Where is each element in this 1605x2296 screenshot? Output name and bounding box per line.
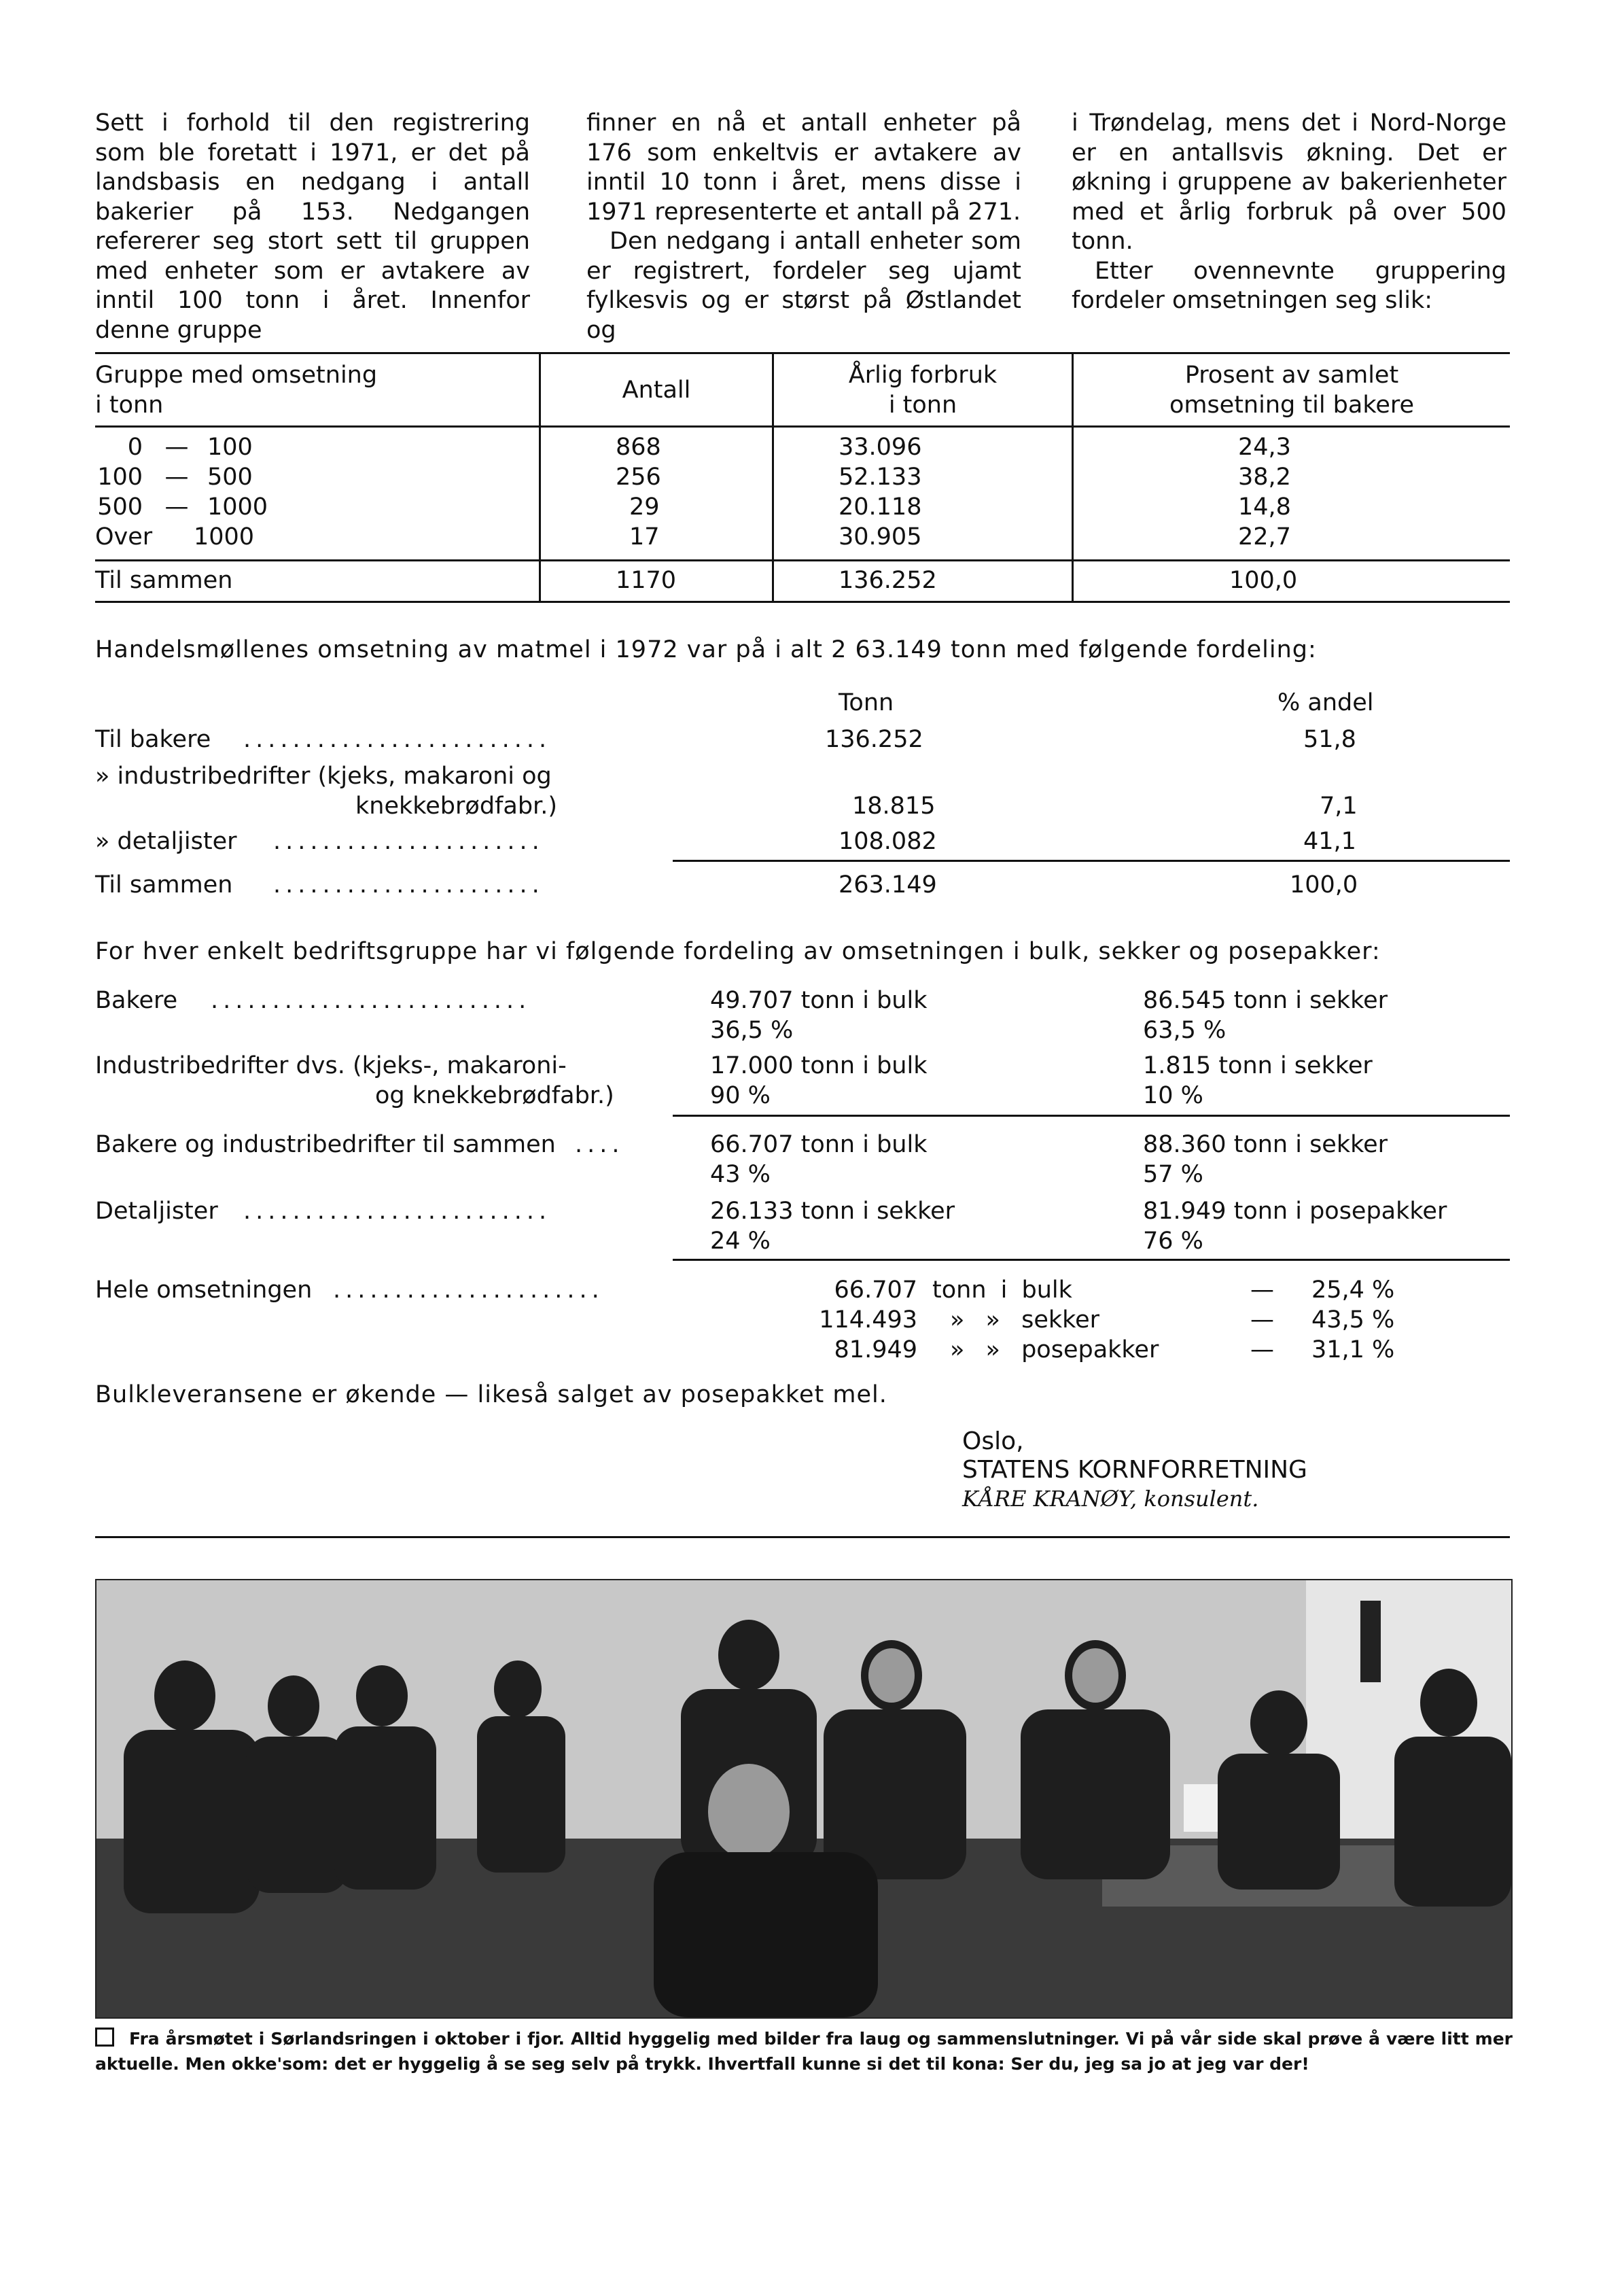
leader-dots: ...................... (333, 1276, 604, 1304)
checkbox-square-icon (95, 2028, 114, 2047)
intro-column-1 (95, 109, 530, 345)
intro-col3-text-b: Etter ovennevnte gruppering fordeler omsetningen seg slik: (1072, 257, 1506, 314)
total-antall: 1170 (616, 567, 677, 594)
table1-bottom-rule (95, 601, 1510, 603)
intro-col2-text-b: Den nedgang i antall enheter som er registrert, fordeler seg ujamt fylkesvis og er størst på Østlandet og (586, 228, 1021, 344)
section3-sekker-value: 1.815 tonn i sekker (1143, 1052, 1373, 1079)
table1-header-prosent-line1: Prosent av samlet (1184, 362, 1399, 389)
leader-dots: ......................... (243, 726, 552, 753)
row-antall: 17 (629, 523, 660, 551)
section3-row-label-line2: og knekkebrødfabr.) (375, 1082, 614, 1109)
row-range-to: 100 (207, 434, 253, 461)
section3-row-label: Bakere (95, 987, 178, 1014)
section2-total-andel: 100,0 (1290, 871, 1358, 899)
section3-bulk-pct: 24 % (710, 1228, 771, 1255)
intro-column-2 (586, 109, 1021, 345)
row-forbruk: 33.096 (839, 434, 922, 461)
intro-col1-text: Sett i forhold til den registrering som ble foretatt i 1971, er det på landsbasis en nedgang i antall bakerier på 153. Nedgangen refererer seg stort sett til gruppen med enheter som er avtakere av inntil 100 tonn i året. Innenfor denne gruppe (95, 109, 530, 344)
leader-dots: ...................... (273, 871, 544, 899)
section3-row-label: Industribedrifter dvs. (kjeks-, makaroni- (95, 1052, 567, 1079)
table1-header-forbruk-line2: i tonn (888, 392, 957, 419)
section3-closing: Bulkleveransene er økende — likeså salget av posepakket mel. (95, 1381, 887, 1408)
section2-row-label: Til bakere (95, 726, 211, 753)
row-prosent: 22,7 (1238, 523, 1291, 551)
section3-sekker-value: 86.545 tonn i sekker (1143, 987, 1388, 1014)
table1-header-antall: Antall (622, 377, 691, 404)
table-row (0, 462, 1605, 492)
intro-column-3 (1072, 109, 1506, 316)
whole-unit: tonn i bulk (932, 1276, 1072, 1304)
row-forbruk: 20.118 (839, 493, 922, 521)
whole-num: 114.493 (819, 1306, 917, 1334)
leader-dots: .... (575, 1131, 624, 1158)
row-range-dash: — (164, 493, 189, 521)
leader-dots: ...................... (273, 828, 544, 855)
section3-bulk-value: 17.000 tonn i bulk (710, 1052, 928, 1079)
row-antall: 29 (629, 493, 660, 521)
table1-header-forbruk-line1: Årlig forbruk (848, 362, 998, 389)
intro-col2-text-a: finner en nå et antall enheter på 176 som enkeltvis er avtakere av inntil 10 tonn i året, mens disse i 1971 representerte et antall på 271. (586, 109, 1021, 226)
section3-bulk-pct: 90 % (710, 1082, 771, 1109)
section3-sekker-pct: 76 % (1143, 1228, 1203, 1255)
section2-row-andel: 7,1 (1320, 793, 1358, 820)
section3-sekker-pct: 57 % (1143, 1161, 1203, 1188)
row-range-from: Over (95, 523, 153, 551)
photo-caption (95, 2026, 1513, 2076)
section2-head-andel: % andel (1277, 689, 1374, 716)
row-range-dash: — (164, 464, 189, 491)
whole-dash: — (1250, 1306, 1274, 1334)
row-antall: 868 (616, 434, 661, 461)
section2-row-tonn: 18.815 (852, 793, 936, 820)
whole-dash: — (1250, 1276, 1274, 1304)
section3-bulk-value: 26.133 tonn i sekker (710, 1198, 955, 1225)
row-range-to: 500 (207, 464, 253, 491)
whole-num: 66.707 (834, 1276, 917, 1304)
section2-total-label: Til sammen (95, 871, 233, 899)
signature-place: Oslo, (962, 1427, 1024, 1455)
row-range-from: 100 (97, 464, 143, 491)
section2-row-tonn: 136.252 (825, 726, 923, 753)
section2-row-label: » detaljister (95, 828, 237, 855)
section3-sekker-pct: 63,5 % (1143, 1017, 1227, 1044)
section2-row-label: » industribedrifter (kjeks, makaroni og (95, 763, 552, 790)
total-prosent: 100,0 (1229, 567, 1298, 594)
whole-pct: 43,5 % (1311, 1306, 1395, 1334)
signature-org: STATENS KORNFORRETNING (962, 1456, 1307, 1484)
row-range-from: 0 (127, 434, 143, 461)
total-label: Til sammen (95, 567, 233, 594)
section3-total-rule (673, 1259, 1510, 1261)
table1-header-group-line2: i tonn (95, 392, 164, 419)
row-forbruk: 30.905 (839, 523, 922, 551)
section2-head-tonn: Tonn (839, 689, 894, 716)
table-row (0, 522, 1605, 552)
table1-header-prosent-line2: omsetning til bakere (1169, 392, 1415, 419)
total-forbruk: 136.252 (839, 567, 937, 594)
table-row (0, 492, 1605, 522)
table1-top-rule (95, 352, 1510, 354)
section2-total-rule (673, 860, 1510, 862)
table1-header-rule (95, 425, 1510, 428)
row-antall: 256 (616, 464, 661, 491)
section3-whole-label: Hele omsetningen (95, 1276, 313, 1304)
section3-bulk-value: 66.707 tonn i bulk (710, 1131, 928, 1158)
leader-dots: .......................... (211, 987, 531, 1014)
section2-total-tonn: 263.149 (839, 871, 937, 899)
row-range-dash: — (164, 434, 189, 461)
row-range-to: 1000 (207, 493, 268, 521)
row-forbruk: 52.133 (839, 464, 922, 491)
section2-row-andel: 41,1 (1303, 828, 1356, 855)
section2-row-tonn: 108.082 (839, 828, 937, 855)
section2-row-label-line2: knekkebrødfabr.) (355, 793, 557, 820)
section-divider (95, 1536, 1510, 1538)
section3-bulk-value: 49.707 tonn i bulk (710, 987, 928, 1014)
row-range-to: 1000 (194, 523, 255, 551)
section2-row-andel: 51,8 (1303, 726, 1356, 753)
signature-name: KÅRE KRANØY, konsulent. (962, 1486, 1259, 1512)
whole-unit: » » sekker (950, 1306, 1100, 1334)
meeting-photo (95, 1579, 1513, 2019)
row-prosent: 38,2 (1238, 464, 1291, 491)
table-row (0, 432, 1605, 462)
section3-subtotal-rule (673, 1115, 1510, 1117)
row-prosent: 14,8 (1238, 493, 1291, 521)
row-prosent: 24,3 (1238, 434, 1291, 461)
table1-header-group-line1: Gruppe med omsetning (95, 362, 378, 389)
whole-pct: 25,4 % (1311, 1276, 1395, 1304)
meeting-photo-illustration (96, 1580, 1511, 2017)
section2-intro: Handelsmøllenes omsetning av matmel i 1972 var på i alt 2 63.149 tonn med følgende fordeling: (95, 636, 1317, 663)
section3-sekker-pct: 10 % (1143, 1082, 1203, 1109)
table1-total-rule (95, 559, 1510, 561)
section3-bulk-pct: 43 % (710, 1161, 771, 1188)
section3-row-label: Bakere og industribedrifter til sammen (95, 1131, 556, 1158)
section3-bulk-pct: 36,5 % (710, 1017, 794, 1044)
row-range-from: 500 (97, 493, 143, 521)
section3-intro: For hver enkelt bedriftsgruppe har vi følgende fordeling av omsetningen i bulk, sekker og posepakker: (95, 938, 1381, 965)
whole-unit: » » posepakker (950, 1336, 1159, 1363)
table-total-row (0, 566, 1605, 595)
section3-sekker-value: 88.360 tonn i sekker (1143, 1131, 1388, 1158)
section3-sekker-value: 81.949 tonn i posepakker (1143, 1198, 1447, 1225)
leader-dots: ......................... (243, 1198, 552, 1225)
whole-num: 81.949 (834, 1336, 917, 1363)
photo-caption-text: Fra årsmøtet i Sørlandsringen i oktober i fjor. Alltid hyggelig med bilder fra laug og sammenslutninger. Vi på vår side skal prøve å være litt mer aktuelle. Men okke'som: det er hyggelig å se seg selv på trykk. Ihvertfall kunne si det til kona: Ser du, jeg sa jo at jeg var der! (95, 2029, 1513, 2074)
whole-dash: — (1250, 1336, 1274, 1363)
whole-pct: 31,1 % (1311, 1336, 1395, 1363)
section3-row-label: Detaljister (95, 1198, 218, 1225)
intro-col3-text-a: i Trøndelag, mens det i Nord-Norge er en antallsvis økning. Det er økning i gruppene av bakerienheter med et årlig forbruk på over 500 tonn. (1072, 109, 1506, 255)
